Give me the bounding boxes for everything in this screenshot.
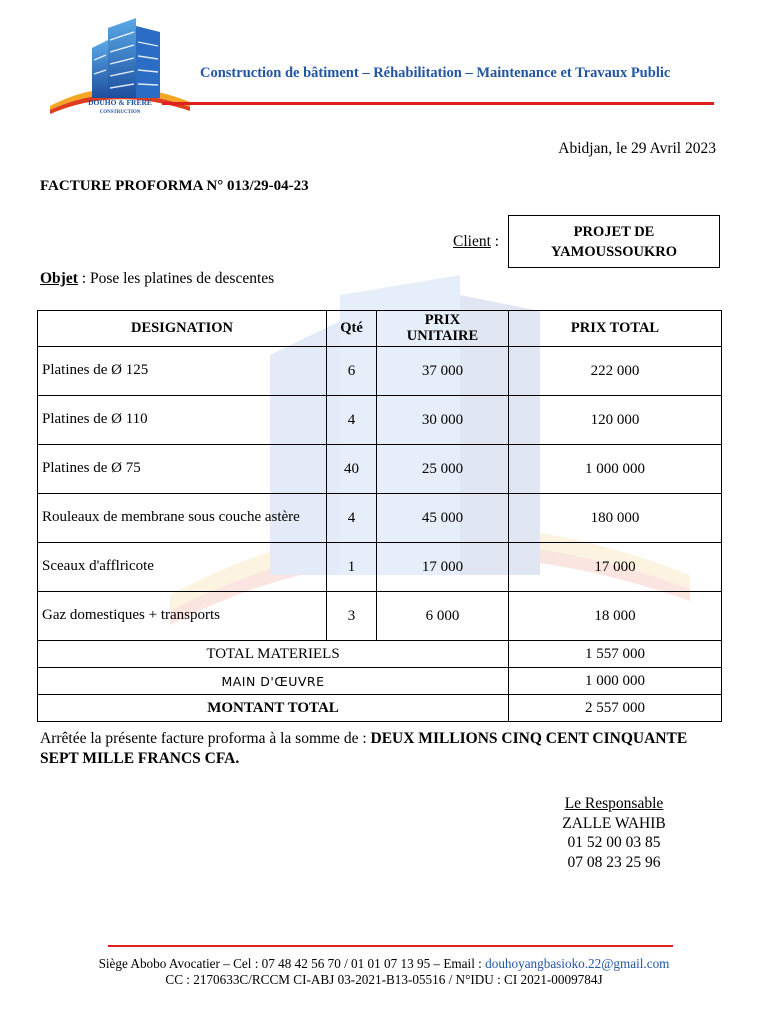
row-total: 18 000 [509,592,722,641]
invoice-table [37,310,722,722]
object-label: Objet [40,270,78,287]
logo-company-sub: CONSTRUCTION [99,110,141,115]
table-row [38,445,722,494]
footer [0,956,768,988]
client-label [453,233,499,251]
row-qty: 4 [327,396,377,445]
footer-line1 [0,956,768,972]
row-total: 222 000 [509,347,722,396]
signature-title: Le Responsable [564,795,664,812]
row-unit-price: 37 000 [377,347,509,396]
signature-phone2: 07 08 23 25 96 [567,853,661,871]
row-total: 180 000 [509,494,722,543]
row-designation: Sceaux d'afflricote [38,543,327,592]
row-total: 17 000 [509,543,722,592]
row-unit-price: 17 000 [377,543,509,592]
amount-words-prefix: Arrêtée la présente facture proforma à la somme de : [40,730,371,747]
table-header-row [38,311,722,347]
row-qty: 6 [327,347,377,396]
amount-in-words [40,729,720,770]
row-qty: 3 [327,592,377,641]
company-tagline: Construction de bâtiment – Réhabilitation – Maintenance et Travaux Public [200,65,671,81]
labour-label: MAIN D'ŒUVRE [38,668,509,695]
footer-line2: CC : 2170633C/RCCM CI-ABJ 03-2021-B13-05516 / N°IDU : CI 2021-0009784J [165,972,603,987]
client-box [508,215,720,268]
header-unit-price-line2: UNITAIRE [406,327,479,344]
grand-total-label: MONTANT TOTAL [38,695,509,722]
invoice-title: FACTURE PROFORMA N° 013/29-04-23 [40,178,309,194]
row-qty: 40 [327,445,377,494]
client-label-text: Client [453,233,491,250]
grand-total-value: 2 557 000 [509,695,722,722]
row-designation: Platines de Ø 75 [38,445,327,494]
signature-block [540,794,688,872]
total-materials-label: TOTAL MATERIELS [38,641,509,668]
footer-address: Siège Abobo Avocatier – Cel : 07 48 42 56 70 / 01 01 07 13 95 – Email : [98,956,486,971]
header-total-price: PRIX TOTAL [509,311,722,347]
signature-phone1: 01 52 00 03 85 [567,834,661,851]
header-qty: Qté [327,311,377,347]
row-total: 120 000 [509,396,722,445]
amount-words-value: DEUX MILLIONS CINQ CENT CINQUANTE SEPT MILLE FRANCS CFA. [40,730,688,768]
table-row [38,494,722,543]
date-line: Abidjan, le 29 Avril 2023 [558,140,716,157]
client-name-line1: PROJET DE [573,223,655,240]
labour-value: 1 000 000 [509,668,722,695]
row-qty: 4 [327,494,377,543]
labour-row [38,668,722,695]
table-row [38,543,722,592]
row-designation: Platines de Ø 110 [38,396,327,445]
table-row [38,592,722,641]
table-row [38,396,722,445]
object-text: : Pose les platines de descentes [77,270,275,287]
header-unit-price-line1: PRIX [424,311,461,328]
row-designation: Rouleaux de membrane sous couche astère [38,494,327,543]
logo-company-name: DOUHO & FRERE [88,98,152,107]
header-divider [162,102,714,105]
header-unit-price [377,311,509,347]
row-unit-price: 25 000 [377,445,509,494]
total-materials-value: 1 557 000 [509,641,722,668]
row-designation: Platines de Ø 125 [38,347,327,396]
total-materials-row [38,641,722,668]
footer-divider [108,945,673,947]
row-designation: Gaz domestiques + transports [38,592,327,641]
table-row [38,347,722,396]
client-name-line2: YAMOUSSOUKRO [551,243,677,260]
row-unit-price: 30 000 [377,396,509,445]
row-total: 1 000 000 [509,445,722,494]
row-unit-price: 45 000 [377,494,509,543]
grand-total-row [38,695,722,722]
row-qty: 1 [327,543,377,592]
signature-name: ZALLE WAHIB [562,814,666,832]
client-label-colon: : [490,233,500,250]
header-designation: DESIGNATION [38,311,327,347]
row-unit-price: 6 000 [377,592,509,641]
footer-email[interactable]: douhoyangbasioko.22@gmail.com [485,956,670,971]
